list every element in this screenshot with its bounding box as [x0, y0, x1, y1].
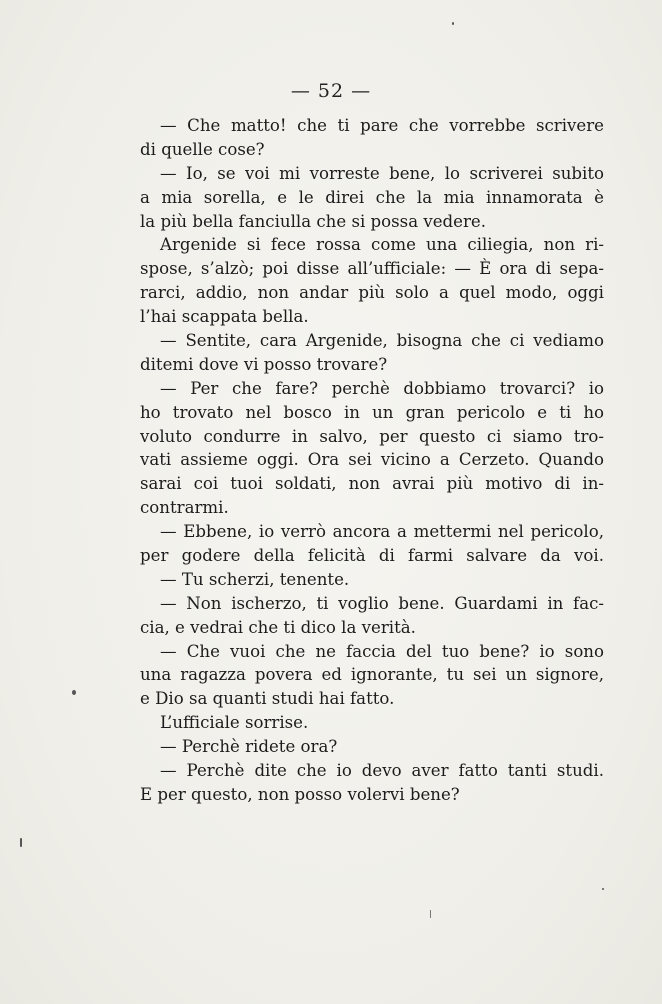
text-line: — Che matto! che ti pare che vorrebbe scrivere	[160, 116, 604, 135]
paper-speck	[452, 22, 454, 25]
text-line: una ragazza povera ed ignorante, tu sei un signore,	[140, 665, 604, 685]
text-line: Argenide si fece rossa come una ciliegia, non ri-	[160, 235, 604, 255]
text-line: l’hai scappata bella.	[140, 307, 309, 327]
text-line: la più bella fanciulla che si possa vedere.	[140, 211, 487, 231]
text-line: — Sentite, cara Argenide, bisogna che ci vediamo	[160, 331, 604, 351]
text-line: E per questo, non posso volervi bene?	[140, 784, 460, 804]
text-line: ditemi dove vi posso trovare?	[140, 354, 388, 374]
text-line: vati assieme oggi. Ora sei vicino a Cerzeto. Quando	[140, 450, 604, 470]
text-line: cia, e vedrai che ti dico la verità.	[140, 617, 416, 637]
paper-speck	[602, 888, 604, 890]
text-line: per godere della felicità di farmi salvare da voi.	[140, 546, 604, 566]
text-line: — Per che fare? perchè dobbiamo trovarci? io	[160, 378, 604, 398]
text-line: di quelle cose?	[140, 139, 265, 159]
text-line: — Che vuoi che ne faccia del tuo bene? io sono	[160, 641, 604, 661]
text-line: voluto condurre in salvo, per questo ci siamo tro-	[140, 426, 604, 446]
page-number: — 52 —	[290, 80, 372, 102]
text-line: spose, s’alzò; poi disse all’ufficiale: — È ora di sepa-	[140, 259, 604, 279]
text-line: e Dio sa quanti studi hai fatto.	[140, 689, 395, 709]
text-line: — Tu scherzi, tenente.	[160, 569, 350, 589]
text-line: ho trovato nel bosco in un gran pericolo e ti ho	[140, 402, 604, 422]
text-line: contrarmi.	[140, 498, 229, 518]
text-line: — Perchè dite che io devo aver fatto tanti studi.	[160, 761, 604, 781]
text-line: sarai coi tuoi soldati, non avrai più motivo di in-	[140, 474, 604, 494]
text-line: — Io, se voi mi vorreste bene, lo scriverei subito	[160, 163, 604, 183]
paper-speck	[20, 838, 22, 847]
body-text	[140, 114, 604, 807]
text-line: L’ufficiale sorrise.	[160, 713, 309, 733]
text-line: — Non ischerzo, ti voglio bene. Guardami in fac-	[160, 593, 604, 613]
text-line: — Ebbene, io verrò ancora a mettermi nel pericolo,	[160, 522, 604, 542]
text-line: — Perchè ridete ora?	[160, 737, 338, 757]
text-line: rarci, addio, non andar più solo a quel modo, oggi	[140, 283, 604, 303]
paper-speck	[430, 910, 431, 918]
text-line: a mia sorella, e le direi che la mia innamorata è	[140, 187, 604, 207]
paper-speck	[72, 690, 76, 695]
